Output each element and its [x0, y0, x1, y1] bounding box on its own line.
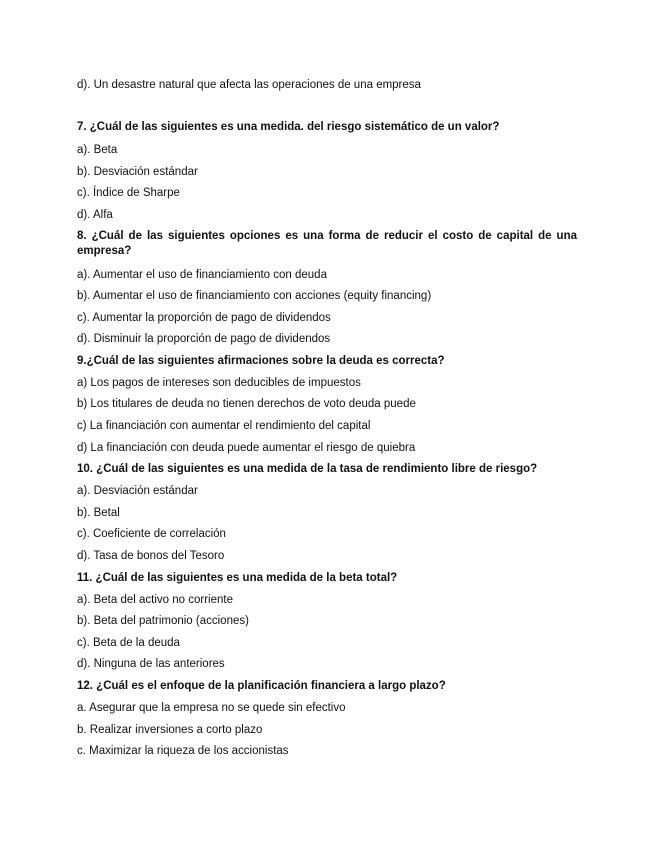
- question-11-option-a: a). Beta del activo no corriente: [77, 594, 233, 606]
- option-d-natural-disaster: d). Un desastre natural que afecta las operaciones de una empresa: [77, 79, 421, 91]
- question-11: 11. ¿Cuál de las siguientes es una medida de la beta total?: [77, 572, 398, 584]
- question-10: 10. ¿Cuál de las siguientes es una medida de la tasa de rendimiento libre de riesgo?: [77, 463, 538, 475]
- question-11-option-b: b). Beta del patrimonio (acciones): [77, 615, 249, 627]
- question-7: 7. ¿Cuál de las siguientes es una medida. del riesgo sistemático de un valor?: [77, 121, 500, 133]
- question-12-option-c: c. Maximizar la riqueza de los accionistas: [77, 745, 289, 757]
- question-12: 12. ¿Cuál es el enfoque de la planificación financiera a largo plazo?: [77, 680, 446, 692]
- question-7-option-d: d). Alfa: [77, 209, 113, 221]
- question-10-option-b: b). Betal: [77, 507, 120, 519]
- question-10-option-d: d). Tasa de bonos del Tesoro: [77, 550, 225, 562]
- question-7-option-c: c). Índice de Sharpe: [77, 187, 180, 199]
- question-8: 8. ¿Cuál de las siguientes opciones es una forma de reducir el costo de capital de una empresa?: [77, 230, 577, 257]
- question-8-option-b: b). Aumentar el uso de financiamiento con acciones (equity financing): [77, 290, 432, 302]
- question-9: 9.¿Cuál de las siguientes afirmaciones sobre la deuda es correcta?: [77, 355, 445, 367]
- question-11-option-c: c). Beta de la deuda: [77, 637, 180, 649]
- question-7-option-b: b). Desviación estándar: [77, 166, 198, 178]
- question-12-option-b: b. Realizar inversiones a corto plazo: [77, 724, 263, 736]
- question-9-option-d: d) La financiación con deuda puede aumentar el riesgo de quiebra: [77, 442, 416, 454]
- question-10-option-c: c). Coeficiente de correlación: [77, 528, 226, 540]
- question-9-option-a: a) Los pagos de intereses son deducibles de impuestos: [77, 377, 361, 389]
- question-8-option-c: c). Aumentar la proporción de pago de dividendos: [77, 312, 331, 324]
- question-7-option-a: a). Beta: [77, 144, 118, 156]
- question-9-option-b: b) Los titulares de deuda no tienen derechos de voto deuda puede: [77, 398, 416, 410]
- question-8-option-a: a). Aumentar el uso de financiamiento con deuda: [77, 269, 327, 281]
- question-9-option-c: c) La financiación con aumentar el rendimiento del capital: [77, 420, 371, 432]
- question-11-option-d: d). Ninguna de las anteriores: [77, 658, 225, 670]
- question-10-option-a: a). Desviación estándar: [77, 485, 198, 497]
- question-8-option-d: d). Disminuir la proporción de pago de dividendos: [77, 333, 331, 345]
- question-12-option-a: a. Asegurar que la empresa no se quede sin efectivo: [77, 702, 346, 714]
